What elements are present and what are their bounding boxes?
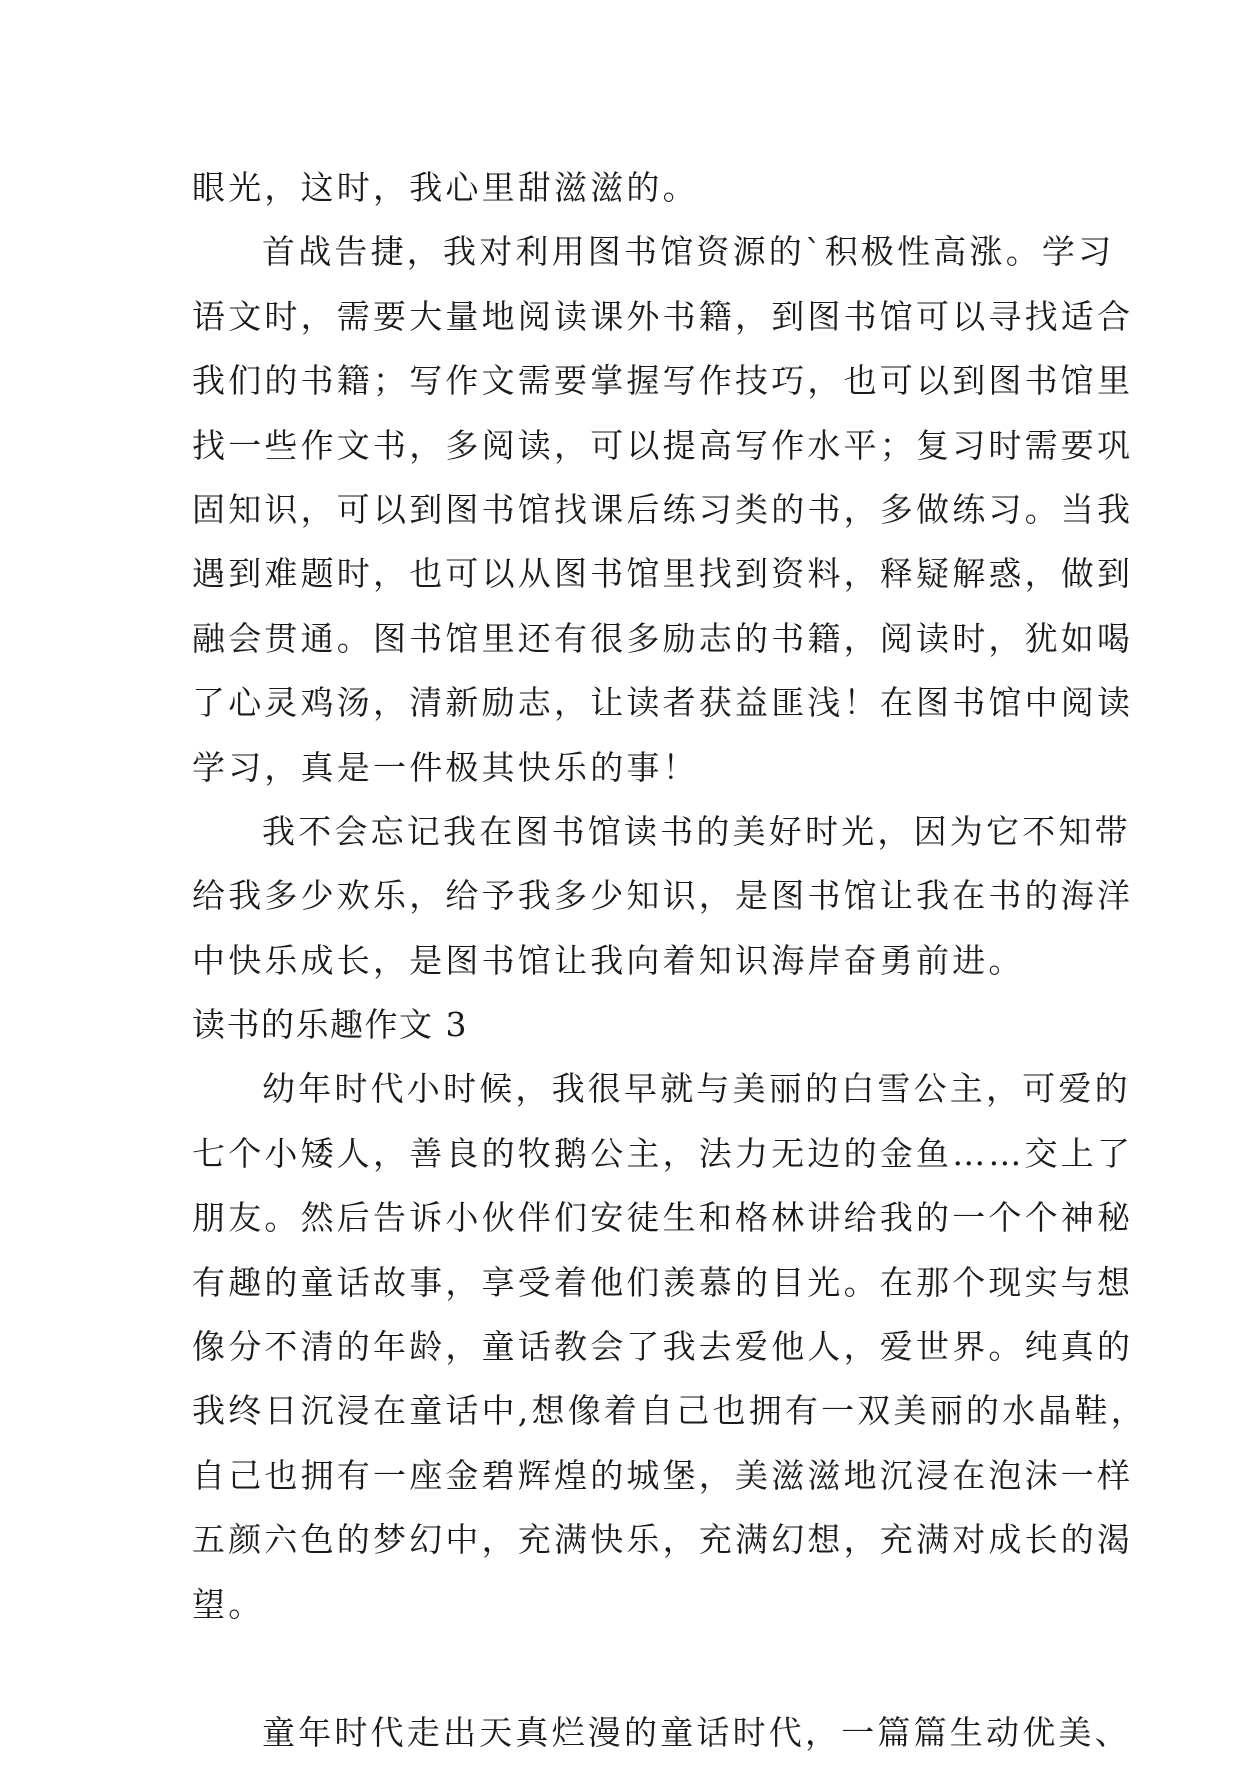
paragraph-start-line: 首战告捷，我对利用图书馆资源的`积极性高涨。学习 — [262, 232, 1115, 272]
text-line: 融会贯通。图书馆里还有很多励志的书籍，阅读时，犹如喝 — [192, 618, 1134, 658]
text-line: 语文时，需要大量地阅读课外书籍，到图书馆可以寻找适合 — [192, 296, 1134, 336]
paragraph-start-line: 童年时代走出天真烂漫的童话时代，一篇篇生动优美、 — [262, 1713, 1131, 1753]
text-line: 学习，真是一件极其快乐的事！ — [192, 747, 699, 787]
text-line: 我终日沉浸在童话中,想像着自己也拥有一双美丽的水晶鞋， — [192, 1391, 1147, 1431]
text-line: 七个小矮人，善良的牧鹅公主，法力无边的金鱼……交上了 — [192, 1133, 1134, 1173]
text-line: 像分不清的年龄，童话教会了我去爱他人，爱世界。纯真的 — [192, 1327, 1134, 1367]
text-line: 了心灵鸡汤，清新励志，让读者获益匪浅！在图书馆中阅读 — [192, 683, 1134, 723]
text-line: 自己也拥有一座金碧辉煌的城堡，美滋滋地沉浸在泡沫一样 — [192, 1455, 1134, 1495]
essay-body — [192, 156, 1147, 1766]
text-line: 遇到难题时，也可以从图书馆里找到资料，释疑解惑，做到 — [192, 554, 1134, 594]
paragraph-start-line: 幼年时代小时候，我很早就与美丽的白雪公主，可爱的 — [262, 1069, 1131, 1109]
text-line: 给我多少欢乐，给予我多少知识，是图书馆让我在书的海洋 — [192, 876, 1134, 916]
text-line: 我们的书籍；写作文需要掌握写作技巧，也可以到图书馆里 — [192, 361, 1134, 401]
text-line: 五颜六色的梦幻中，充满快乐，充满幻想，充满对成长的渴 — [192, 1520, 1134, 1560]
text-line: 望。 — [192, 1584, 265, 1624]
text-line: 朋友。然后告诉小伙伴们安徒生和格林讲给我的一个个神秘 — [192, 1198, 1134, 1238]
text-line: 中快乐成长，是图书馆让我向着知识海岸奋勇前进。 — [192, 940, 1025, 980]
section-heading: 读书的乐趣作文 3 — [192, 1005, 468, 1045]
text-line: 眼光，这时，我心里甜滋滋的。 — [192, 168, 699, 207]
text-line: 有趣的童话故事，享受着他们羡慕的目光。在那个现实与想 — [192, 1262, 1134, 1302]
text-line: 固知识，可以到图书馆找课后练习类的书，多做练习。当我 — [192, 489, 1134, 529]
paragraph-start-line: 我不会忘记我在图书馆读书的美好时光，因为它不知带 — [262, 811, 1131, 851]
text-line: 找一些作文书，多阅读，可以提高写作水平；复习时需要巩 — [192, 425, 1134, 465]
blank-line — [192, 1637, 1062, 1701]
